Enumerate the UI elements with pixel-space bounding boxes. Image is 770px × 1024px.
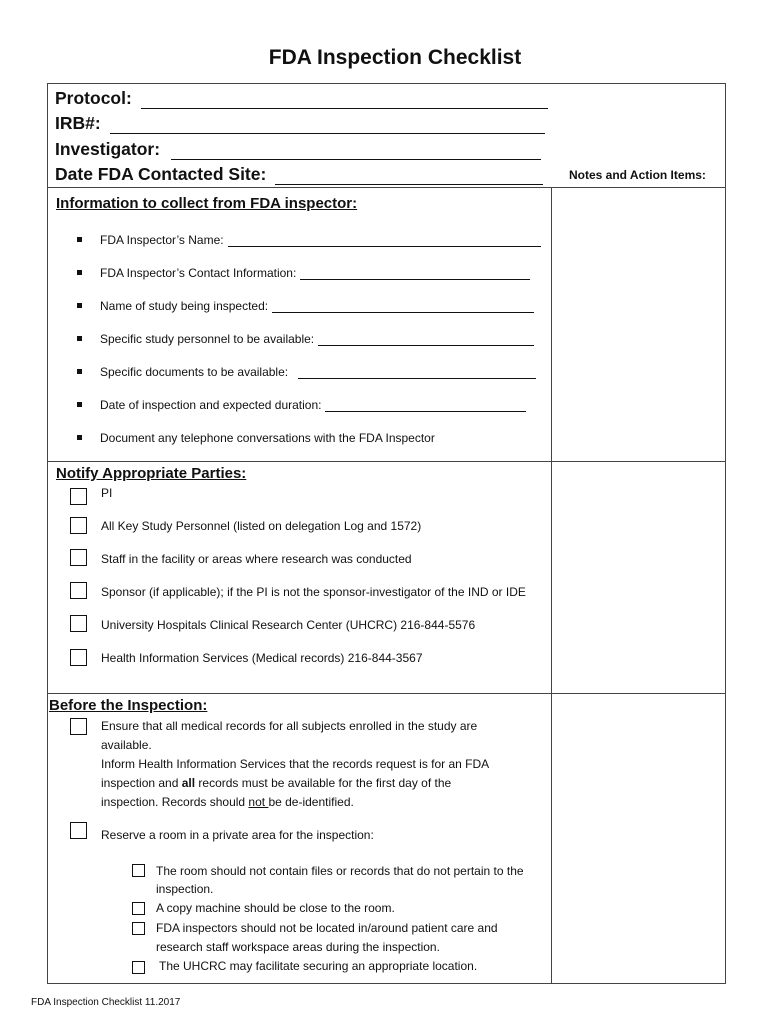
checkbox-label: Staff in the facility or areas where research was conducted: [101, 552, 412, 566]
bullet-icon: [77, 435, 82, 440]
checkbox[interactable]: [70, 549, 87, 566]
date-contacted-field: [55, 164, 543, 185]
notify-section-heading: Notify Appropriate Parties:: [56, 465, 247, 482]
protocol-label: Protocol:: [55, 88, 132, 108]
list-item: Specific study personnel to be available:: [77, 332, 534, 346]
bullet-icon: [77, 237, 82, 242]
before-section-heading: Before the Inspection:: [49, 697, 208, 714]
date-contacted-input-line[interactable]: [275, 167, 543, 185]
page-title: FDA Inspection Checklist: [268, 46, 522, 69]
inspection-date-line[interactable]: [325, 400, 526, 412]
checkbox[interactable]: [132, 902, 145, 915]
checkbox-label: University Hospitals Clinical Research Center (UHCRC) 216-844-5576: [101, 618, 476, 632]
list-item: FDA Inspector’s Contact Information:: [77, 266, 530, 280]
documents-line[interactable]: [298, 367, 536, 379]
bullet-icon: [77, 336, 82, 341]
checkbox[interactable]: [70, 488, 87, 505]
investigator-input-line[interactable]: [171, 142, 541, 160]
divider: [47, 693, 726, 694]
inspector-contact-line[interactable]: [300, 268, 530, 280]
checkbox-label: FDA inspectors should not be located in/around patient care and research staff workspace areas during the inspection.: [156, 921, 498, 954]
list-item: Name of study being inspected:: [77, 299, 534, 313]
checkbox-label: The room should not contain files or records that do not pertain to the inspection.: [156, 864, 524, 896]
checkbox[interactable]: [132, 961, 145, 974]
list-item: Document any telephone conversations with the FDA Inspector: [77, 431, 435, 445]
protocol-input-line[interactable]: [141, 91, 548, 109]
checkbox-label: PI: [101, 486, 113, 500]
checkbox-label: The UHCRC may facilitate securing an appropriate location.: [159, 959, 478, 973]
checkbox[interactable]: [70, 822, 87, 839]
bullet-icon: [77, 369, 82, 374]
irb-field: [55, 113, 545, 134]
notes-column-divider: [551, 187, 552, 984]
checkbox-label: Reserve a room in a private area for the inspection:: [101, 828, 374, 842]
checkbox-label: Ensure that all medical records for all subjects enrolled in the study are available. Inform Health Information Services that the records request is for an FDA inspection and all records must be available for the first day of the inspection. Records should not be de-identified.: [101, 719, 490, 809]
footer-text: FDA Inspection Checklist 11.2017: [31, 997, 181, 1008]
checkbox[interactable]: [70, 517, 87, 534]
bullet-icon: [77, 303, 82, 308]
irb-input-line[interactable]: [110, 116, 545, 134]
investigator-field: [55, 139, 541, 160]
checkbox[interactable]: [70, 649, 87, 666]
list-item: Date of inspection and expected duration:: [77, 398, 526, 412]
checkbox-label: Sponsor (if applicable); if the PI is not the sponsor-investigator of the IND or IDE: [101, 585, 526, 599]
checkbox[interactable]: [132, 864, 145, 877]
protocol-field: [55, 88, 548, 109]
divider: [47, 187, 726, 188]
bullet-icon: [77, 270, 82, 275]
date-contacted-label: Date FDA Contacted Site:: [55, 164, 267, 184]
checkbox[interactable]: [70, 615, 87, 632]
divider: [47, 461, 726, 462]
info-section-heading: Information to collect from FDA inspector:: [56, 195, 358, 212]
irb-label: IRB#:: [55, 113, 101, 133]
checkbox-label: A copy machine should be close to the room.: [156, 901, 395, 915]
checkbox-label: All Key Study Personnel (listed on delegation Log and 1572): [101, 519, 422, 533]
study-name-line[interactable]: [272, 301, 534, 313]
investigator-label: Investigator:: [55, 139, 161, 159]
checkbox[interactable]: [70, 582, 87, 599]
study-personnel-line[interactable]: [318, 334, 534, 346]
inspector-name-line[interactable]: [228, 235, 541, 247]
checkbox[interactable]: [70, 718, 87, 735]
list-item: Specific documents to be available:: [77, 365, 536, 379]
list-item: FDA Inspector’s Name:: [77, 233, 541, 247]
checkbox[interactable]: [132, 922, 145, 935]
notes-heading: Notes and Action Items:: [569, 168, 706, 182]
bullet-icon: [77, 402, 82, 407]
checkbox-label: Health Information Services (Medical records) 216-844-3567: [101, 651, 423, 665]
